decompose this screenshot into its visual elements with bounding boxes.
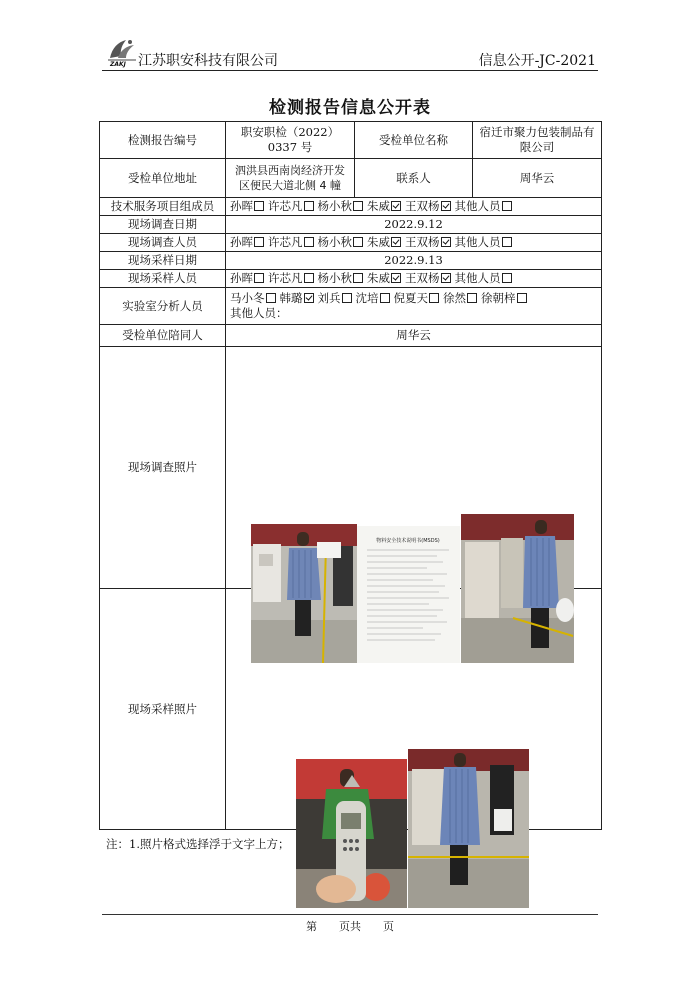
staff-name: 沈培 bbox=[355, 291, 379, 305]
table-row bbox=[100, 216, 602, 234]
team-members bbox=[226, 198, 602, 216]
unchecked-box-icon bbox=[254, 201, 264, 211]
unit-name-value: 宿迁市聚力包装制品有限公司 bbox=[473, 122, 602, 159]
page-title: 检测报告信息公开表 bbox=[269, 98, 431, 118]
document-code: 信息公开-JC-2021 bbox=[478, 53, 596, 69]
unchecked-box-icon bbox=[353, 237, 363, 247]
footer-rule bbox=[102, 914, 598, 915]
survey-staff-label: 现场调查人员 bbox=[100, 234, 226, 252]
checked-box-icon bbox=[391, 237, 401, 247]
table-row bbox=[100, 198, 602, 216]
page-number: 第 页共 页 bbox=[306, 920, 394, 933]
staff-name: 王双杨 bbox=[405, 199, 440, 213]
staff-name: 其他人员 bbox=[454, 271, 501, 285]
unchecked-box-icon bbox=[517, 293, 527, 303]
sample-photo-label: 现场采样照片 bbox=[100, 589, 226, 830]
unchecked-box-icon bbox=[429, 293, 439, 303]
unchecked-box-icon bbox=[353, 201, 363, 211]
unchecked-box-icon bbox=[304, 201, 314, 211]
unchecked-box-icon bbox=[342, 293, 352, 303]
staff-name: 马小冬 bbox=[230, 291, 265, 305]
unchecked-box-icon bbox=[502, 237, 512, 247]
logo-caption: ZAKJ bbox=[110, 61, 126, 68]
checked-box-icon bbox=[304, 293, 314, 303]
checked-box-icon bbox=[441, 237, 451, 247]
company-name: 江苏职安科技有限公司 bbox=[138, 53, 278, 69]
address-label: 受检单位地址 bbox=[100, 159, 226, 198]
checked-box-icon bbox=[441, 273, 451, 283]
staff-name: 孙晖 bbox=[230, 271, 253, 285]
survey-photo-cell bbox=[226, 347, 602, 589]
unchecked-box-icon bbox=[304, 273, 314, 283]
info-table bbox=[99, 121, 602, 830]
staff-name: 王双杨 bbox=[405, 271, 440, 285]
survey-date-value: 2022.9.12 bbox=[226, 216, 602, 234]
staff-name: 倪夏天 bbox=[393, 291, 428, 305]
table-row bbox=[100, 270, 602, 288]
table-row bbox=[100, 122, 602, 159]
sample-date-label: 现场采样日期 bbox=[100, 252, 226, 270]
survey-staff bbox=[226, 234, 602, 252]
staff-name: 其他人员 bbox=[454, 199, 501, 213]
staff-name: 徐然 bbox=[443, 291, 466, 305]
staff-name: 王双杨 bbox=[405, 235, 440, 249]
report-no-label: 检测报告编号 bbox=[100, 122, 226, 159]
survey-date-label: 现场调查日期 bbox=[100, 216, 226, 234]
unchecked-box-icon bbox=[467, 293, 477, 303]
checked-box-icon bbox=[391, 201, 401, 211]
msds-title: 物料安全技术说明书(MSDS) bbox=[376, 537, 440, 544]
table-row bbox=[100, 252, 602, 270]
footnote: 注：1.照片格式选择浮于文字上方； bbox=[106, 837, 290, 851]
unchecked-box-icon bbox=[266, 293, 276, 303]
escort-value: 周华云 bbox=[226, 325, 602, 347]
address-value: 泗洪县西南岗经济开发区便民大道北侧 4 幢 bbox=[226, 159, 355, 198]
staff-name: 杨小秋 bbox=[317, 271, 352, 285]
escort-label: 受检单位陪同人 bbox=[100, 325, 226, 347]
table-row bbox=[100, 288, 602, 325]
sample-photo-1 bbox=[296, 759, 407, 908]
staff-name: 许芯凡 bbox=[268, 199, 303, 213]
survey-photo-3 bbox=[461, 514, 574, 663]
unchecked-box-icon bbox=[254, 237, 264, 247]
staff-name: 徐朝梓 bbox=[481, 291, 516, 305]
unchecked-box-icon bbox=[304, 237, 314, 247]
lab-staff-label: 实验室分析人员 bbox=[100, 288, 226, 325]
unchecked-box-icon bbox=[502, 273, 512, 283]
staff-name: 许芯凡 bbox=[268, 271, 303, 285]
staff-name: 杨小秋 bbox=[317, 199, 352, 213]
staff-name: 杨小秋 bbox=[317, 235, 352, 249]
staff-name: 其他人员 bbox=[454, 235, 501, 249]
lab-other-label: 其他人员： bbox=[230, 306, 288, 320]
team-label: 技术服务项目组成员 bbox=[100, 198, 226, 216]
lab-staff bbox=[226, 288, 602, 325]
checked-box-icon bbox=[441, 201, 451, 211]
sample-staff bbox=[226, 270, 602, 288]
unchecked-box-icon bbox=[353, 273, 363, 283]
staff-name: 孙晖 bbox=[230, 235, 253, 249]
survey-photo-1 bbox=[251, 524, 357, 663]
unchecked-box-icon bbox=[254, 273, 264, 283]
checked-box-icon bbox=[391, 273, 401, 283]
staff-name: 朱威 bbox=[367, 235, 390, 249]
page-header bbox=[102, 36, 598, 71]
unchecked-box-icon bbox=[380, 293, 390, 303]
table-row bbox=[100, 347, 602, 589]
contact-label: 联系人 bbox=[355, 159, 473, 198]
report-no-value: 职安职检（2022）0337 号 bbox=[226, 122, 355, 159]
staff-name: 韩璐 bbox=[279, 291, 303, 305]
staff-name: 朱威 bbox=[367, 199, 390, 213]
sample-date-value: 2022.9.13 bbox=[226, 252, 602, 270]
survey-photo-label: 现场调查照片 bbox=[100, 347, 226, 589]
staff-name: 朱威 bbox=[367, 271, 390, 285]
table-row bbox=[100, 159, 602, 198]
sample-staff-label: 现场采样人员 bbox=[100, 270, 226, 288]
staff-name: 孙晖 bbox=[230, 199, 253, 213]
contact-value: 周华云 bbox=[473, 159, 602, 198]
table-row bbox=[100, 325, 602, 347]
unit-name-label: 受检单位名称 bbox=[355, 122, 473, 159]
table-row bbox=[100, 234, 602, 252]
unchecked-box-icon bbox=[502, 201, 512, 211]
survey-photo-2-msds bbox=[357, 526, 460, 663]
sample-photo-2 bbox=[408, 749, 529, 908]
staff-name: 许芯凡 bbox=[268, 235, 303, 249]
staff-name: 刘兵 bbox=[317, 291, 341, 305]
